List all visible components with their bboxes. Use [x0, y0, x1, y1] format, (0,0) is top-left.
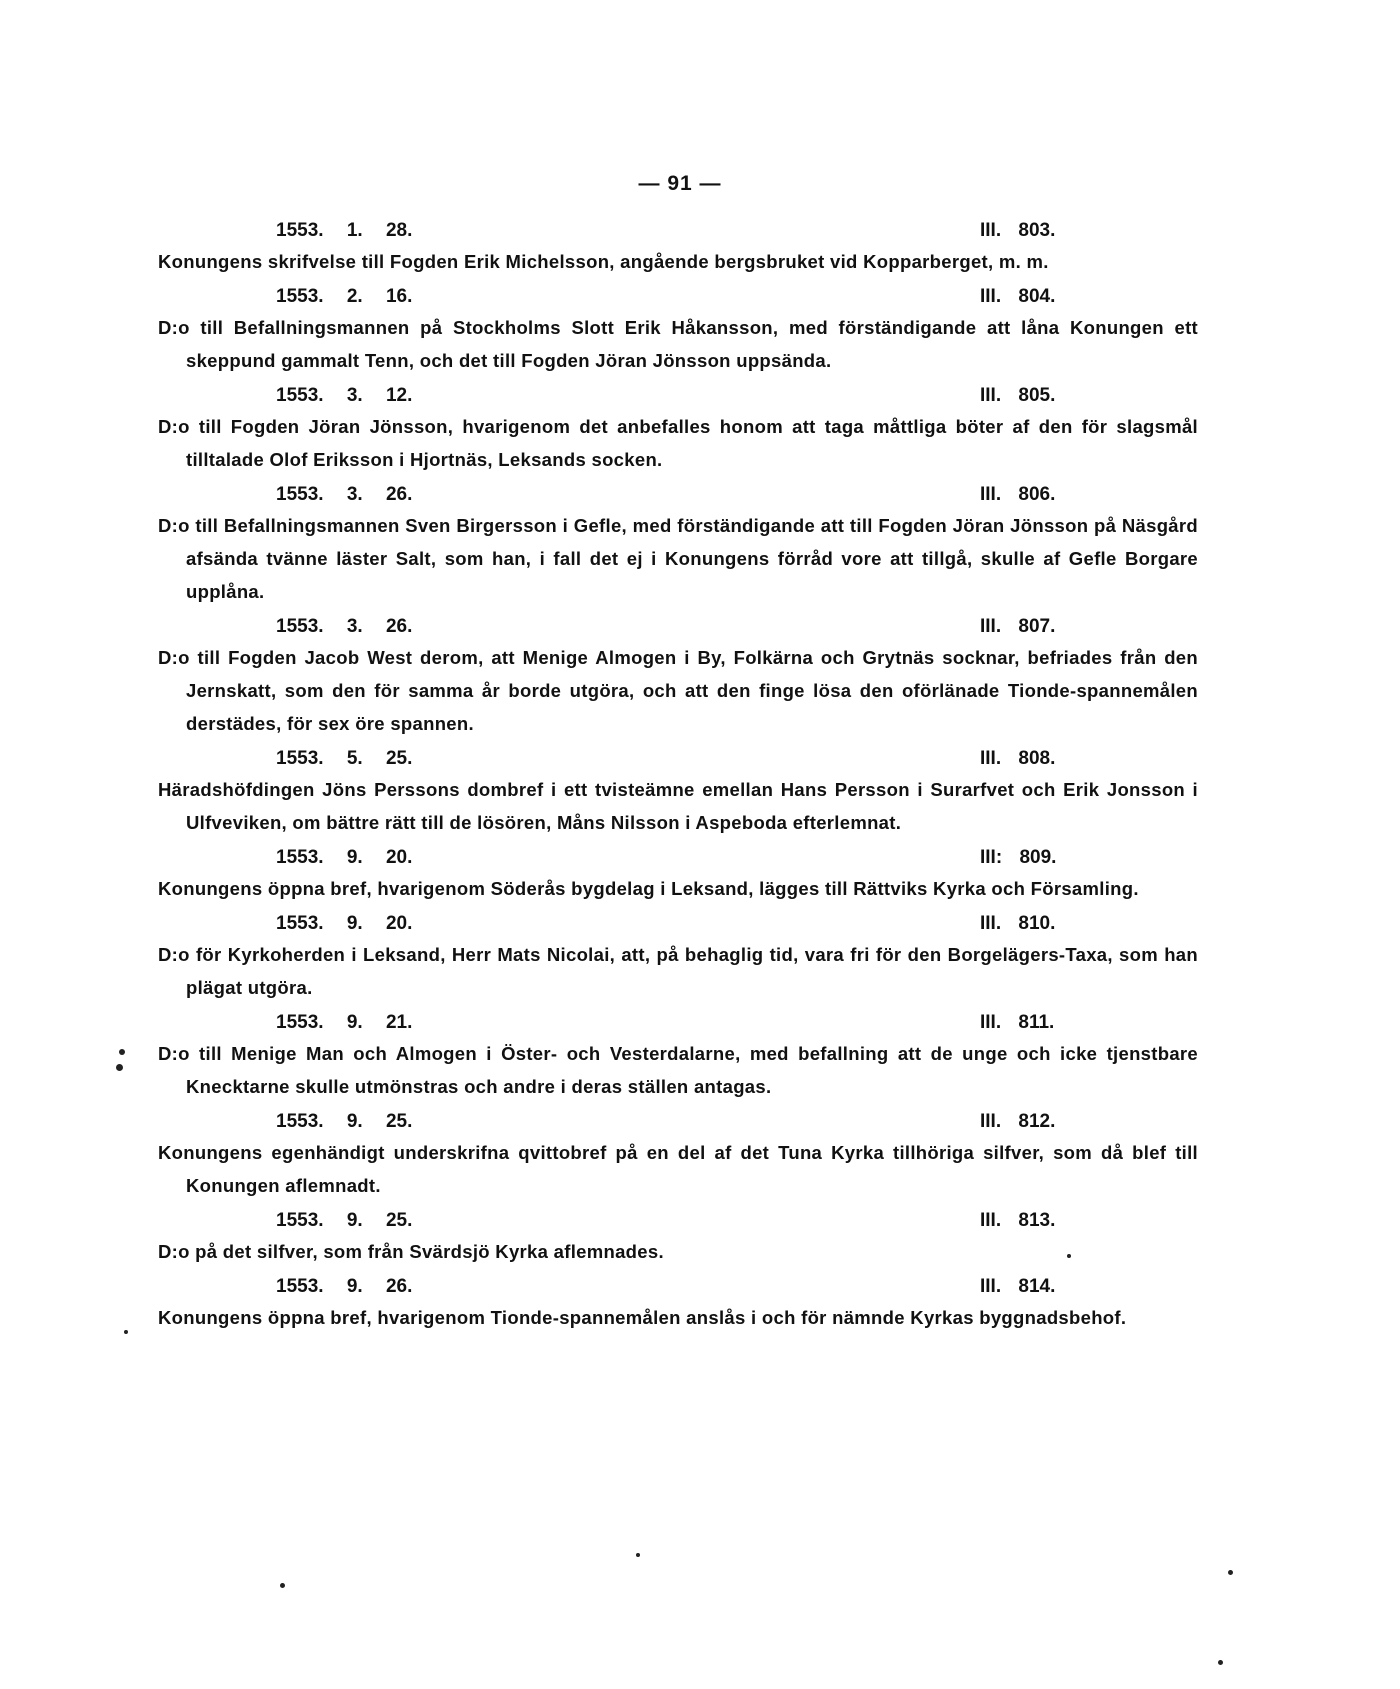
entry-reference: III. 808.	[980, 748, 1056, 769]
entry-date: 1553. 9. 20.	[276, 913, 413, 934]
entry-reference: III. 804.	[980, 286, 1056, 307]
entry-text: D:o till Fogden Jöran Jönsson, hvarigenom det anbefalles honom att taga måttliga böter af den för slagsmål tilltalade Olof Eriksson i Hjortnäs, Leksands socken.	[158, 416, 1198, 470]
register-entry	[158, 740, 1198, 839]
entry-date: 1553. 3. 26.	[276, 616, 413, 637]
entry-text: Konungens öppna bref, hvarigenom Söderås bygdelag i Leksand, lägges till Rättviks Kyrka och Församling.	[158, 878, 1139, 899]
scan-speck	[116, 1064, 123, 1071]
entry-header	[158, 1103, 1198, 1136]
entry-text: D:o på det silfver, som från Svärdsjö Kyrka aflemnades.	[158, 1241, 664, 1262]
entry-reference: III. 811.	[980, 1012, 1055, 1033]
register-entry	[158, 476, 1198, 608]
entry-reference: III. 812.	[980, 1111, 1056, 1132]
scan-speck	[1218, 1660, 1223, 1665]
scan-speck	[636, 1553, 640, 1557]
entry-text: D:o till Befallningsmannen på Stockholms Slott Erik Håkansson, med förständigande att låna Konungen ett skeppund gammalt Tenn, och det till Fogden Jöran Jönsson uppsända.	[158, 317, 1198, 371]
entry-text: D:o till Menige Man och Almogen i Öster- och Vesterdalarne, med befallning att de unge och icke tjenstbare Knecktarne skulle utmönstras och andre i deras ställen antagas.	[158, 1043, 1198, 1097]
entry-header	[158, 740, 1198, 773]
page-number: — 91 —	[638, 172, 722, 195]
entry-header	[158, 377, 1198, 410]
entry-header	[158, 1202, 1198, 1235]
entry-text: D:o till Befallningsmannen Sven Birgersson i Gefle, med förständigande att till Fogden Jöran Jönsson på Näsgård afsända tvänne läster Salt, som han, i fall det ej i Konungens förråd vore att tillgå, skulle af Gefle Borgare upplåna.	[158, 515, 1198, 602]
entry-header	[158, 1268, 1198, 1301]
entry-date: 1553. 9. 21.	[276, 1012, 413, 1033]
entry-date: 1553. 3. 26.	[276, 484, 413, 505]
entry-text: Konungens egenhändigt underskrifna qvittobref på en del af det Tuna Kyrka tillhöriga silfver, som då blef till Konungen aflemnadt.	[158, 1142, 1198, 1196]
register-entry	[158, 1004, 1198, 1103]
entry-reference: III. 813.	[980, 1210, 1056, 1231]
register-entry	[158, 212, 1198, 278]
scan-speck	[119, 1049, 125, 1055]
entry-reference: III. 806.	[980, 484, 1056, 505]
entry-reference: III. 810.	[980, 913, 1056, 934]
entry-date: 1553. 1. 28.	[276, 220, 413, 241]
register-entry	[158, 608, 1198, 740]
entry-reference: III: 809.	[980, 847, 1057, 868]
entry-date: 1553. 9. 26.	[276, 1276, 413, 1297]
entry-text: Häradshöfdingen Jöns Perssons dombref i ett tvisteämne emellan Hans Persson i Surarfvet och Erik Jonsson i Ulfveviken, om bättre rätt till de lösören, Måns Nilsson i Aspeboda efterlemnat.	[158, 779, 1198, 833]
entry-reference: III. 814.	[980, 1276, 1056, 1297]
register-entry	[158, 905, 1198, 1004]
entry-date: 1553. 2. 16.	[276, 286, 413, 307]
entry-header	[158, 212, 1198, 245]
entry-reference: III. 803.	[980, 220, 1056, 241]
entry-text: Konungens öppna bref, hvarigenom Tionde-spannemålen anslås i och för nämnde Kyrkas byggnadsbehof.	[158, 1307, 1127, 1328]
entry-date: 1553. 9. 20.	[276, 847, 413, 868]
entry-date: 1553. 9. 25.	[276, 1210, 413, 1231]
entry-header	[158, 608, 1198, 641]
register-entry	[158, 1103, 1198, 1202]
register-entries	[158, 212, 1198, 1334]
entry-header	[158, 1004, 1198, 1037]
entry-text: Konungens skrifvelse till Fogden Erik Michelsson, angående bergsbruket vid Kopparberget, m. m.	[158, 251, 1049, 272]
scan-speck	[280, 1583, 285, 1588]
register-entry	[158, 839, 1198, 905]
scan-speck	[124, 1330, 128, 1334]
register-entry	[158, 1202, 1198, 1268]
register-entry	[158, 278, 1198, 377]
entry-header	[158, 905, 1198, 938]
entry-header	[158, 278, 1198, 311]
entry-text: D:o till Fogden Jacob West derom, att Menige Almogen i By, Folkärna och Grytnäs socknar, befriades från den Jernskatt, som den för samma år borde utgöra, och att den finge lösa den oförlänade Tionde-spannemålen derstädes, för sex öre spannen.	[158, 647, 1198, 734]
entry-header	[158, 839, 1198, 872]
entry-text: D:o för Kyrkoherden i Leksand, Herr Mats Nicolai, att, på behaglig tid, vara fri för den Borgelägers-Taxa, som han plägat utgöra.	[158, 944, 1198, 998]
entry-header	[158, 476, 1198, 509]
entry-reference: III. 807.	[980, 616, 1056, 637]
entry-reference: III. 805.	[980, 385, 1056, 406]
entry-date: 1553. 3. 12.	[276, 385, 413, 406]
register-entry	[158, 377, 1198, 476]
scan-speck	[1228, 1570, 1233, 1575]
register-entry	[158, 1268, 1198, 1334]
entry-date: 1553. 5. 25.	[276, 748, 413, 769]
scan-speck	[1067, 1254, 1071, 1258]
entry-date: 1553. 9. 25.	[276, 1111, 413, 1132]
